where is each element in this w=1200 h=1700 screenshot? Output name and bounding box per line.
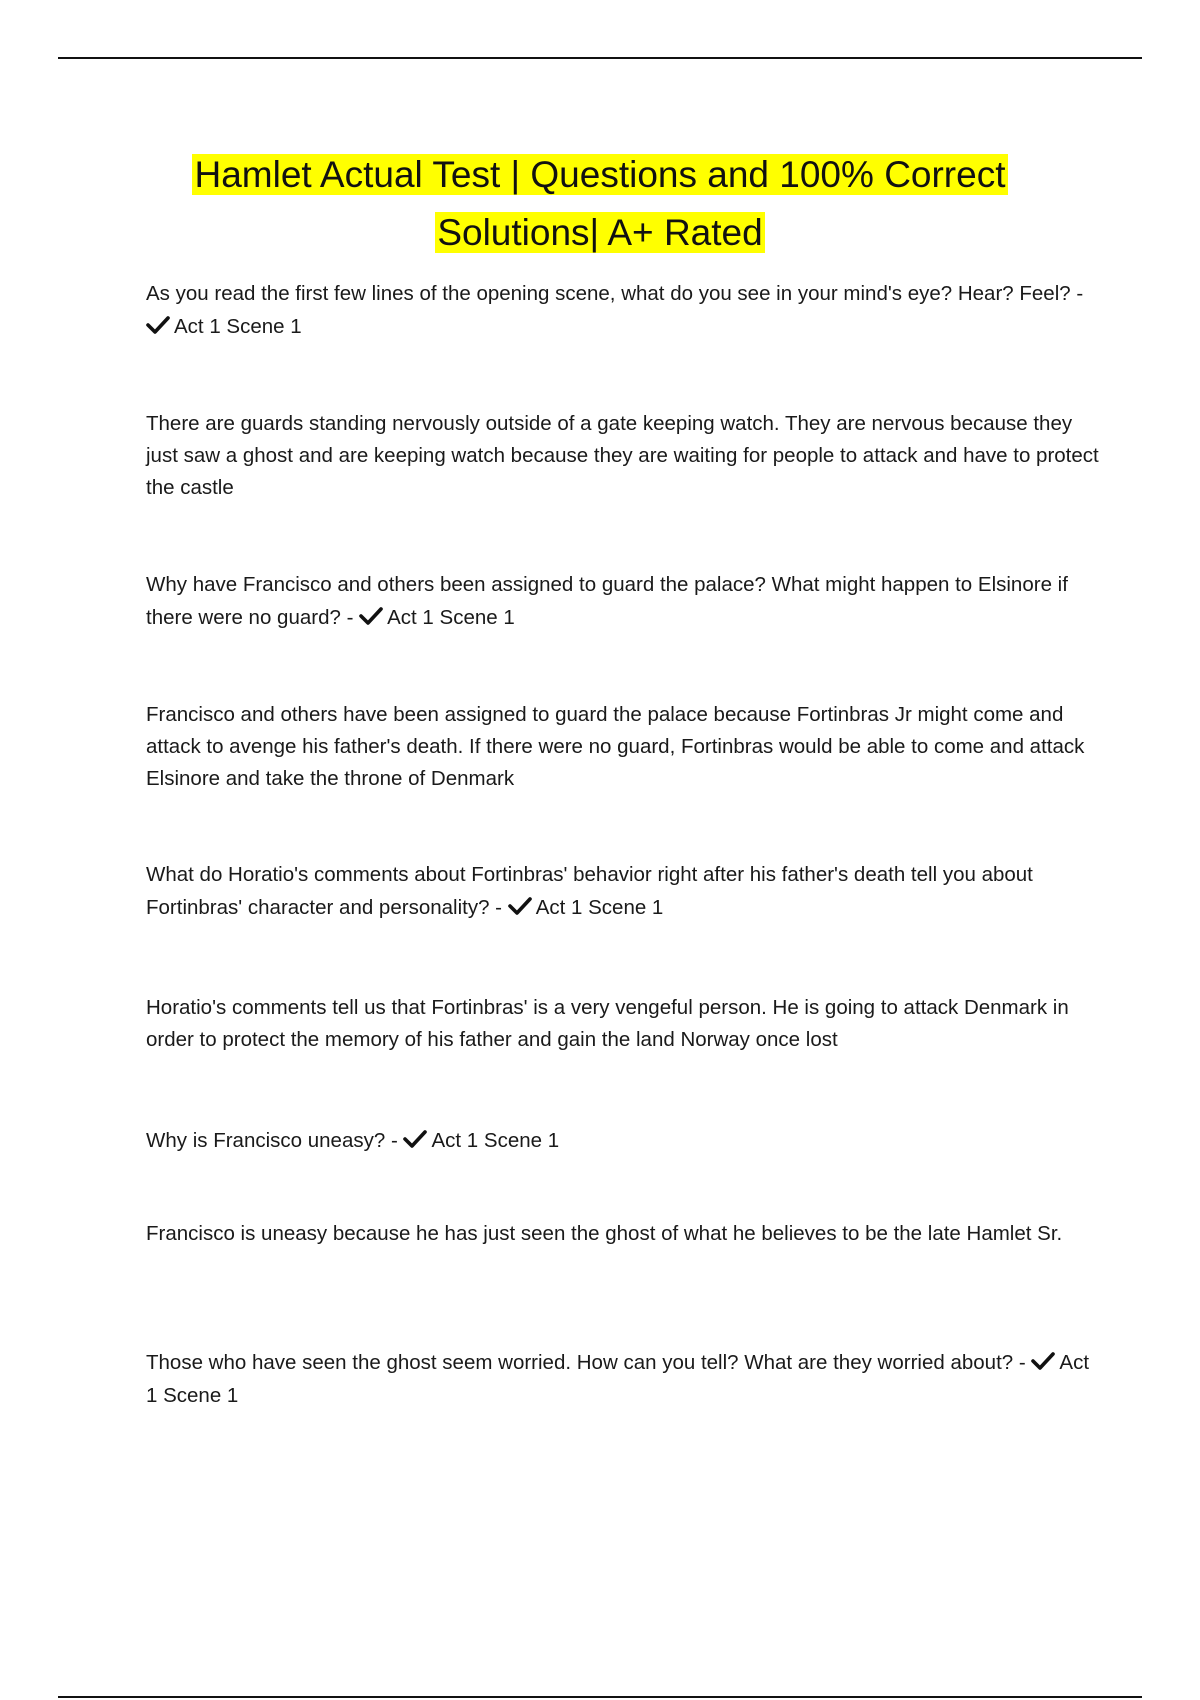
- checkmark-icon: [508, 896, 532, 916]
- question-5: [146, 1346, 1106, 1412]
- question-text: As you read the first few lines of the opening scene, what do you see in your mind's eye? Hear? Feel? -: [146, 282, 1084, 305]
- question-tag: Act 1 Scene 1: [431, 1129, 560, 1152]
- page-title: [120, 146, 1080, 262]
- answer-1: [146, 408, 1106, 504]
- bottom-rule: [58, 1696, 1142, 1698]
- question-3: [146, 858, 1106, 924]
- question-text: Why have Francisco and others been assigned to guard the palace? What might happen to Elsinore if there were no guard? -: [146, 573, 1068, 629]
- question-text: Those who have seen the ghost seem worried. How can you tell? What are they worried about? -: [146, 1351, 1032, 1374]
- question-tag: Act 1 Scene 1: [535, 896, 664, 919]
- answer-2: [146, 699, 1106, 795]
- answer-text: Francisco and others have been assigned to guard the palace because Fortinbras Jr might come and attack to avenge his father's death. If there were no guard, Fortinbras would be able to come and attack Elsinore and take the throne of Denmark: [146, 703, 1085, 790]
- checkmark-icon: [1031, 1351, 1055, 1371]
- question-tag: Act 1 Scene 1: [174, 315, 302, 338]
- answer-4: [146, 1218, 1106, 1250]
- question-2: [146, 568, 1106, 634]
- checkmark-icon: [359, 606, 383, 626]
- question-text: What do Horatio's comments about Fortinbras' behavior right after his father's death tell you about Fortinbras' character and personality? -: [146, 863, 1033, 919]
- answer-text: Francisco is uneasy because he has just seen the ghost of what he believes to be the late Hamlet Sr.: [146, 1222, 1063, 1245]
- question-tag: Act 1 Scene 1: [146, 1351, 1090, 1407]
- top-rule: [58, 57, 1142, 59]
- title-line-1: Hamlet Actual Test | Questions and 100% Correct: [194, 154, 1006, 195]
- question-tag: Act 1 Scene 1: [387, 606, 515, 629]
- answer-text: Horatio's comments tell us that Fortinbras' is a very vengeful person. He is going to attack Denmark in order to protect the memory of his father and gain the land Norway once lost: [146, 996, 1069, 1051]
- answer-text: There are guards standing nervously outside of a gate keeping watch. They are nervous because they just saw a ghost and are keeping watch because they are waiting for people to attack and have to protect the castle: [146, 412, 1099, 499]
- title-line-2: Solutions| A+ Rated: [437, 212, 763, 253]
- question-4: [146, 1124, 1106, 1157]
- question-1: [146, 277, 1106, 343]
- question-text: Why is Francisco uneasy? -: [146, 1129, 404, 1152]
- answer-3: [146, 992, 1106, 1056]
- checkmark-icon: [403, 1129, 427, 1149]
- checkmark-icon: [146, 315, 170, 335]
